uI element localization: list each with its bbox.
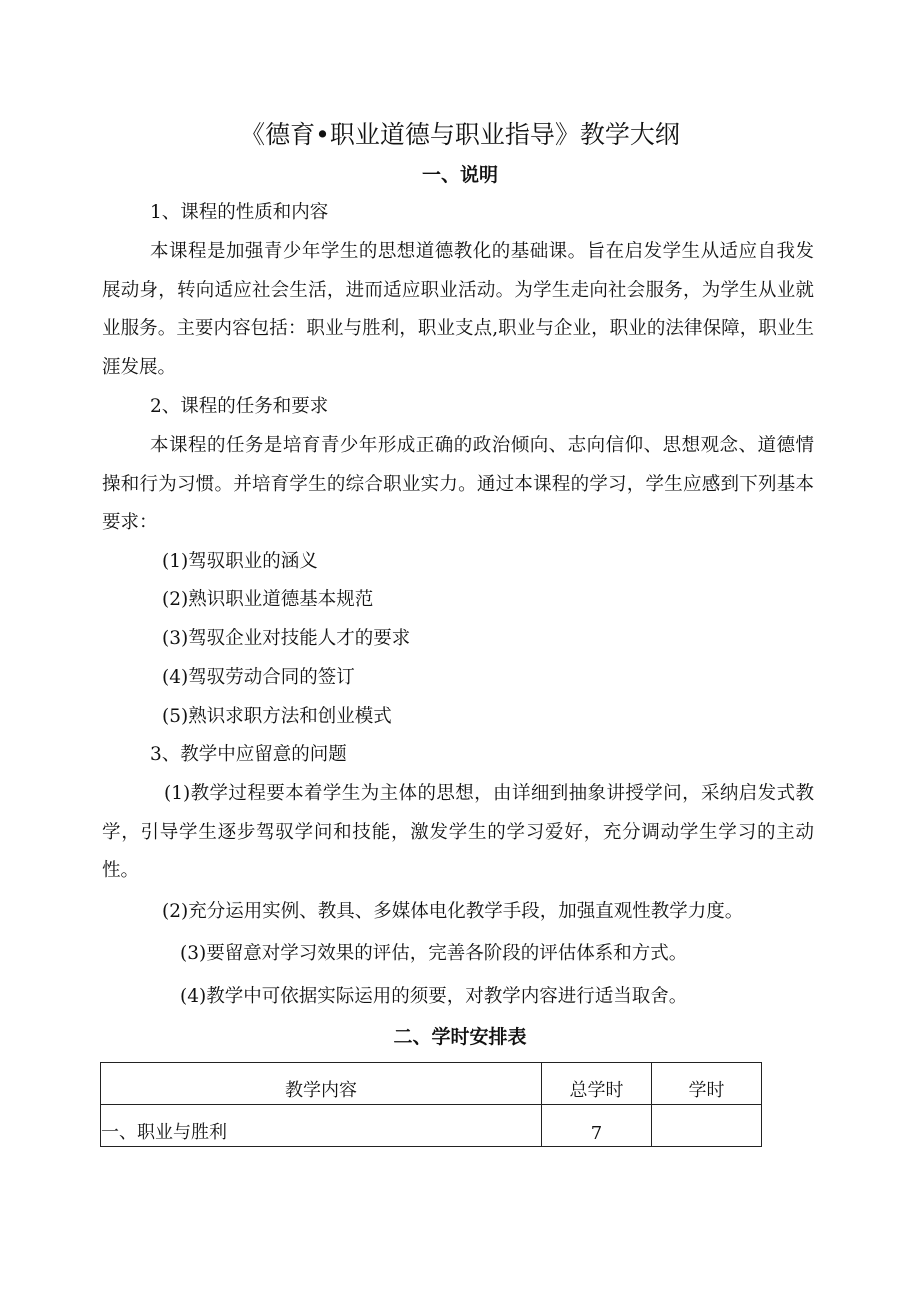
subsection-heading-nature: 1、课程的性质和内容	[150, 202, 329, 223]
requirement-item: (4)驾驭劳动合同的签订	[162, 667, 355, 688]
requirement-item: (3)驾驭企业对技能人才的要求	[162, 628, 411, 649]
section-heading-explanation: 一、说明	[421, 164, 498, 186]
requirement-item: (1)驾驭职业的涵义	[162, 551, 318, 572]
paragraph-course-nature: 本课程是加强青少年学生的思想道德教化的基础课。旨在启发学生从适应自我发展动身，转向适应社会生活，进而适应职业活动。为学生走向社会服务，为学生从业就业服务。主要内容包括：职业与胜利，职业支点,职业与企业，职业的法律保障，职业生涯发展。	[102, 241, 814, 379]
schedule-table	[100, 1062, 762, 1147]
teaching-note-item: (4)教学中可依据实际运用的须要，对教学内容进行适当取舍。	[180, 986, 688, 1007]
teaching-note-item: (1)教学过程要本着学生为主体的思想，由详细到抽象讲授学问，采纳启发式教学，引导学生逐步驾驭学问和技能，激发学生的学习爱好，充分调动学生学习的主动性。	[102, 783, 814, 882]
cell-content: 一、职业与胜利	[101, 1105, 542, 1147]
column-header-hours: 学时	[652, 1063, 762, 1105]
requirement-item: (2)熟识职业道德基本规范	[162, 589, 374, 610]
subsection-heading-tasks: 2、课程的任务和要求	[150, 396, 329, 417]
table-row	[101, 1105, 762, 1147]
table-header-row	[101, 1063, 762, 1105]
subsection-heading-issues: 3、教学中应留意的问题	[150, 744, 347, 765]
requirement-item: (5)熟识求职方法和创业模式	[162, 706, 392, 727]
cell-hours	[652, 1105, 762, 1147]
teaching-note-item: (3)要留意对学习效果的评估，完善各阶段的评估体系和方式。	[180, 943, 688, 964]
column-header-content: 教学内容	[101, 1063, 542, 1105]
document-title: 《德育•职业道德与职业指导》教学大纲	[240, 120, 680, 149]
paragraph-course-tasks: 本课程的任务是培育青少年形成正确的政治倾向、志向信仰、思想观念、道德情操和行为习惯。并培育学生的综合职业实力。通过本课程的学习，学生应感到下列基本要求：	[102, 435, 814, 534]
column-header-total-hours: 总学时	[542, 1063, 652, 1105]
section-heading-schedule: 二、学时安排表	[393, 1026, 527, 1048]
teaching-note-item: (2)充分运用实例、教具、多媒体电化教学手段，加强直观性教学力度。	[162, 901, 744, 922]
cell-total-hours: 7	[542, 1105, 652, 1147]
